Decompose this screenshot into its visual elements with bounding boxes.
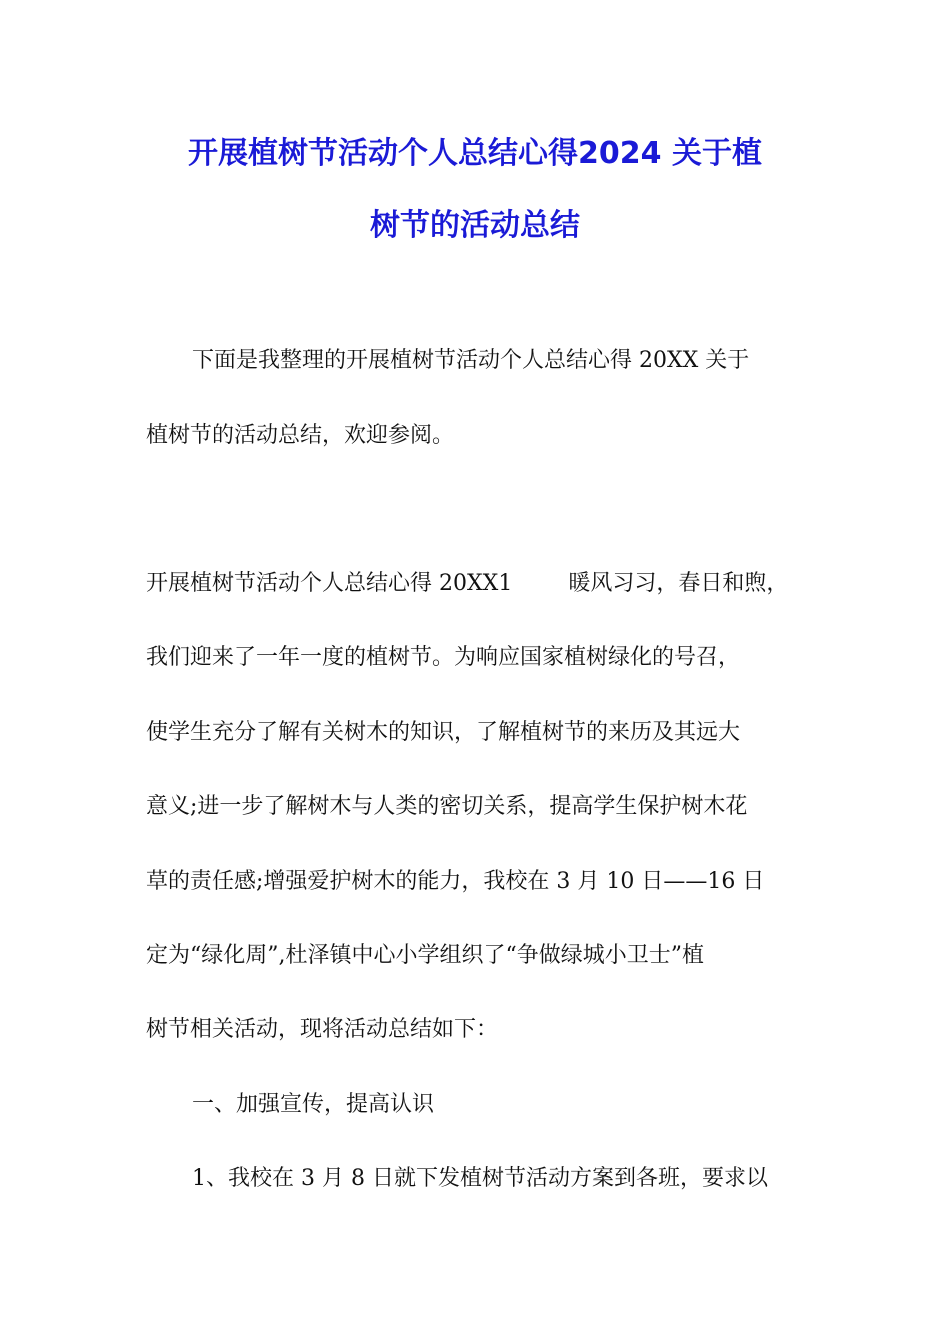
- document-title-line-1: 开展植树节活动个人总结心得2024 关于植: [188, 136, 762, 171]
- body-first-line-text: 暖风习习，春日和煦，: [568, 571, 789, 596]
- body-first-line: [146, 569, 788, 599]
- section-heading: 一、加强宣传，提高认识: [192, 1092, 435, 1117]
- intro-line-1: 下面是我整理的开展植树节活动个人总结心得 20XX 关于: [192, 348, 750, 373]
- body-line: 草的责任感;增强爱护树木的能力，我校在 3 月 10 日——16 日: [146, 869, 765, 894]
- body-inline-heading: 开展植树节活动个人总结心得 20XX1: [146, 571, 513, 596]
- body-line: 树节相关活动，现将活动总结如下：: [146, 1017, 499, 1042]
- intro-line-2: 植树节的活动总结，欢迎参阅。: [146, 423, 455, 448]
- list-item: 1、我校在 3 月 8 日就下发植树节活动方案到各班，要求以: [192, 1166, 768, 1191]
- body-line: 定为“绿化周”,杜泽镇中心小学组织了“争做绿城小卫士”植: [146, 943, 704, 968]
- document-title-line-2: 树节的活动总结: [370, 208, 580, 243]
- body-line: 我们迎来了一年一度的植树节。为响应国家植树绿化的号召，: [146, 645, 741, 670]
- body-line: 意义;进一步了解树木与人类的密切关系，提高学生保护树木花: [146, 794, 748, 819]
- body-line: 使学生充分了解有关树木的知识，了解植树节的来历及其远大: [146, 720, 741, 745]
